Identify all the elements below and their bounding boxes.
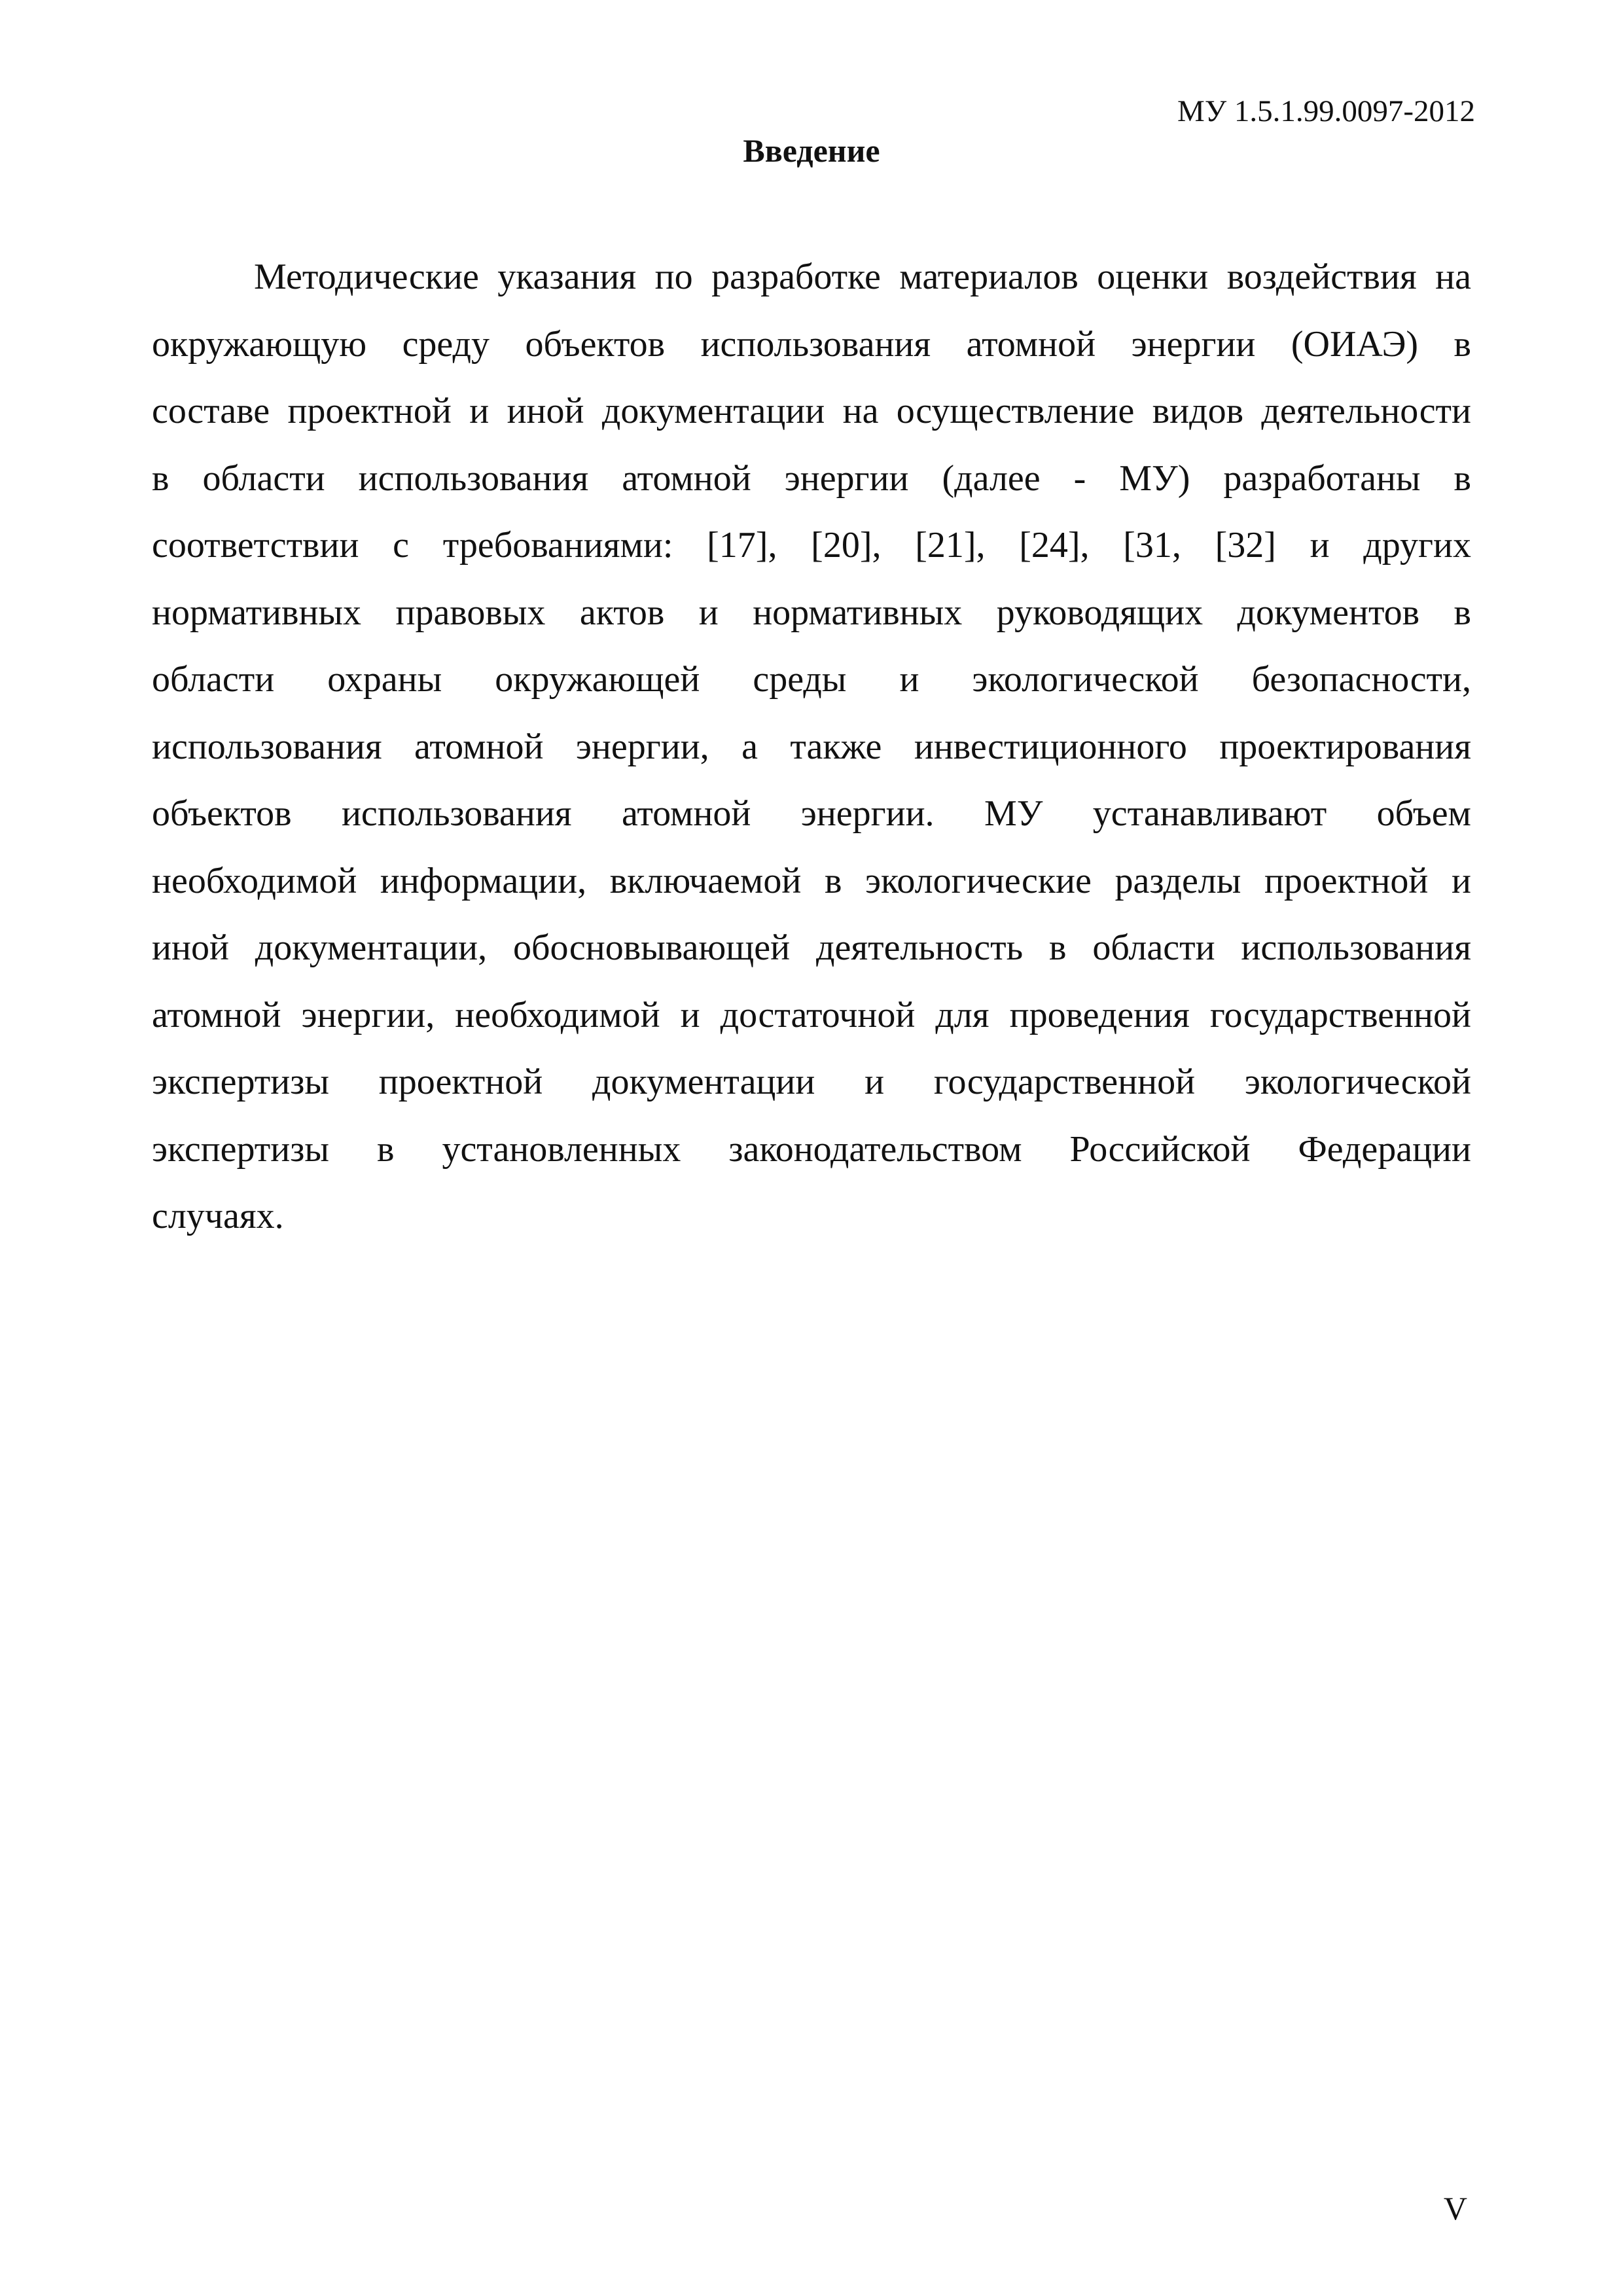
page-number: V (1443, 2190, 1467, 2227)
document-code: МУ 1.5.1.99.0097-2012 (1177, 94, 1475, 128)
paragraph-line: области охраны окружающей среды и экологической безопасности, (152, 659, 1471, 700)
paragraph-line: соответствии с требованиями: [17], [20], [21], [24], [31, [32] и других (152, 525, 1471, 565)
paragraph-line: объектов использования атомной энергии. МУ устанавливают объем (152, 793, 1471, 834)
paragraph-line: составе проектной и иной документации на осуществление видов деятельности (152, 391, 1471, 431)
paragraph-line: атомной энергии, необходимой и достаточной для проведения государственной (152, 994, 1471, 1035)
paragraph-line: необходимой информации, включаемой в экологические разделы проектной и (152, 860, 1471, 901)
paragraph-line: экспертизы проектной документации и государственной экологической (152, 1062, 1471, 1102)
paragraph-line: нормативных правовых актов и нормативных руководящих документов в (152, 592, 1471, 633)
paragraph-line: окружающую среду объектов использования атомной энергии (ОИАЭ) в (152, 323, 1471, 365)
paragraph-line: иной документации, обосновывающей деятельность в области использования (152, 927, 1471, 968)
paragraph-line: использования атомной энергии, а также инвестиционного проектирования (152, 726, 1471, 767)
paragraph-line: Методические указания по разработке материалов оценки воздействия на (254, 257, 1471, 297)
paragraph-line: случаях. (152, 1196, 284, 1236)
intro-paragraph (152, 243, 1471, 1250)
paragraph-line: в области использования атомной энергии (далее - МУ) разработаны в (152, 457, 1471, 499)
paragraph-line: экспертизы в установленных законодательством Российской Федерации (152, 1128, 1471, 1170)
section-title: Введение (743, 132, 880, 169)
